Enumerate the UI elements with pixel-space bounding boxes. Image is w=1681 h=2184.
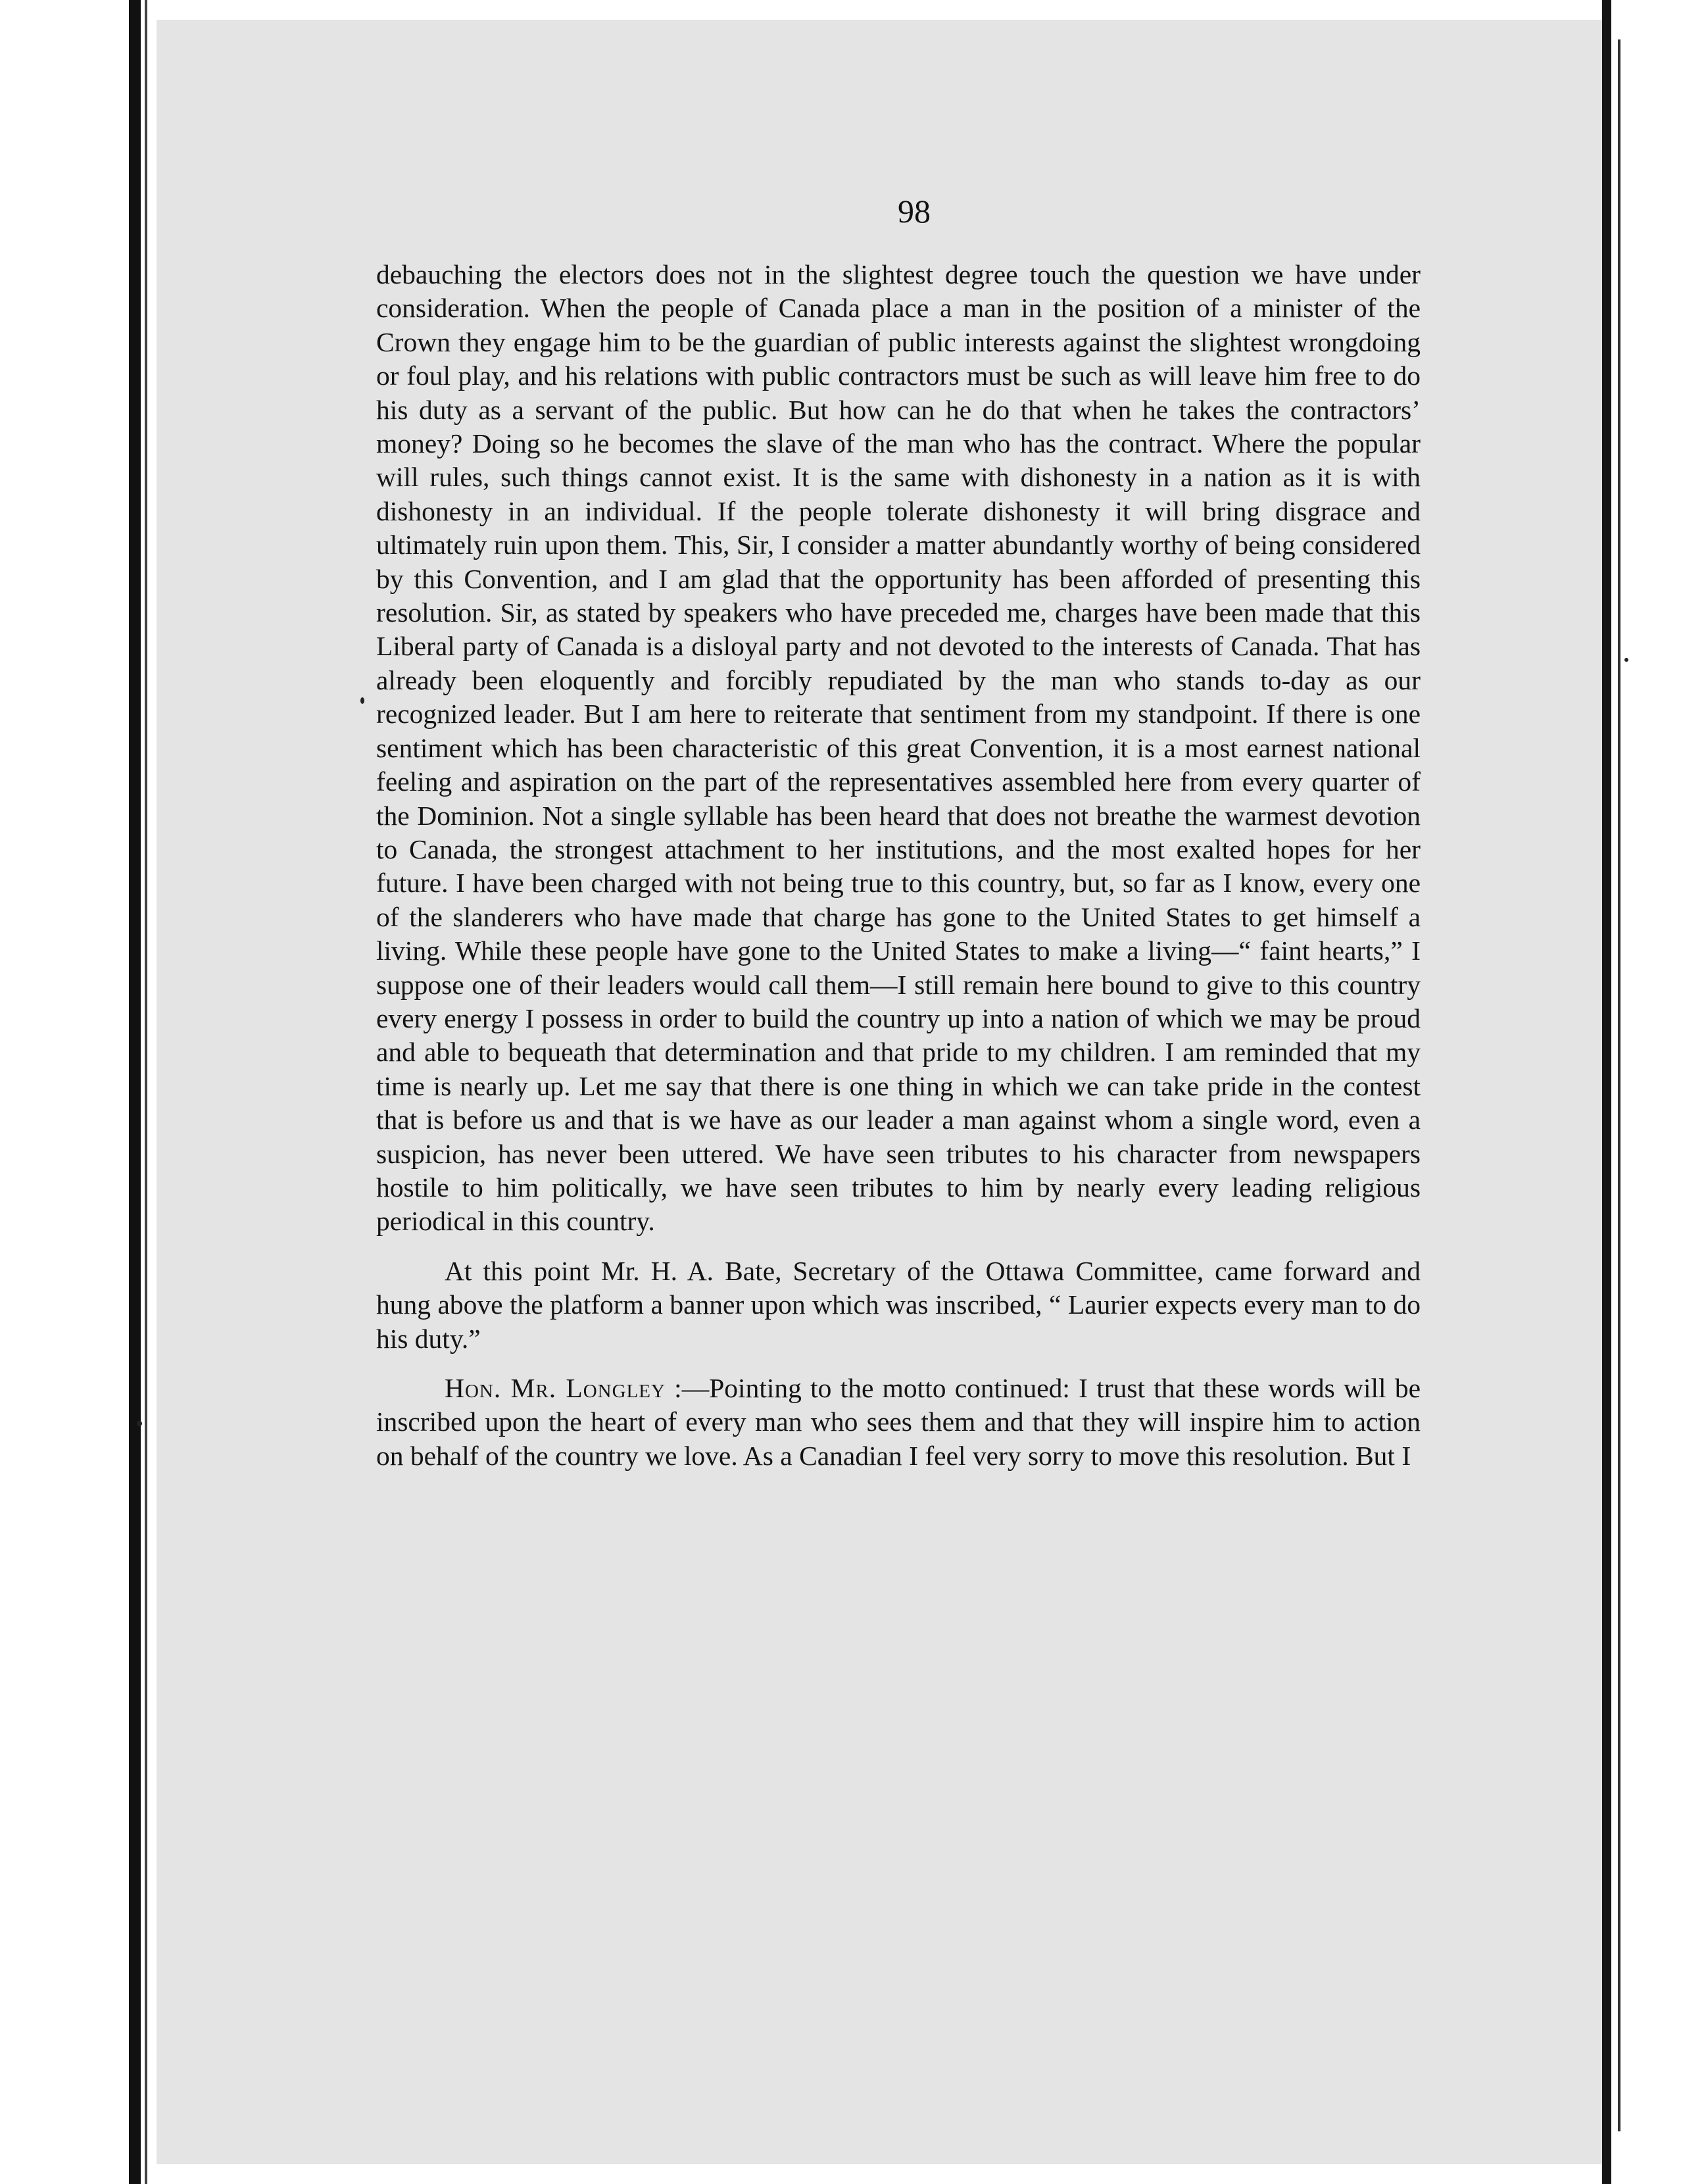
scan-speck [137, 1421, 142, 1426]
paragraph-longley [376, 1372, 1421, 1473]
left-page-edge [129, 0, 141, 2184]
page-number: 98 [898, 193, 931, 230]
scan-speck [360, 697, 364, 704]
paragraph-banner: At this point Mr. H. A. Bate, Secretary of the Ottawa Committee, came forward and hung above the platform a banner upon which was inscribed, “ Laurier expects every man to do his duty.” [376, 1255, 1421, 1354]
speaker-name: Hon. Mr. Longley [445, 1373, 666, 1403]
right-page-edge-thin [1618, 39, 1620, 2131]
left-page-edge-inner [145, 0, 147, 2184]
right-page-edge [1602, 0, 1611, 2184]
body-text [376, 258, 1421, 1473]
scan-speck [1624, 658, 1628, 662]
paragraph-speech: debauching the electors does not in the slightest degree touch the question we have under consideration. When the people of Canada place a man in the position of a minister of the Crown they engage him to be the guardian of public interests against the slightest wrongdoing or foul play, and his relations with public contractors must be such as will leave him free to do his duty as a servant of the public. But how can he do that when he takes the contractors’ money? Doing so he becomes the slave of the man who has the contract. Where the popular will rules, such things cannot exist. It is the same with dishonesty in a nation as it is with dishonesty in an individual. If the people tolerate dishonesty it will bring disgrace and ultimately ruin upon them. This, Sir, I consider a matter abundantly worthy of being considered by this Convention, and I am glad that the opportunity has been afforded of presenting this resolution. Sir, as stated by speakers who have preceded me, charges have been made that this Liberal party of Canada is a disloyal party and not devoted to the interests of Canada. That has already been eloquently and forcibly repudiated by the man who stands to-day as our recognized leader. But I am here to reiterate that sentiment from my standpoint. If there is one sentiment which has been characteristic of this great Convention, it is a most earnest national feeling and aspiration on the part of the representatives assembled here from every quarter of the Dominion. Not a single syllable has been heard that does not breathe the warmest devotion to Canada, the strongest attachment to her institutions, and the most exalted hopes for her future. I have been charged with not being true to this country, but, so far as I know, every one of the slanderers who have made that charge has gone to the United States to get himself a living. While these people have gone to the United States to make a living—“ faint hearts,” I suppose one of their leaders would call them—I still remain here bound to give to this country every energy I possess in order to build the country up into a nation of which we may be proud and able to bequeath that determination and that pride to my children. I am reminded that my time is nearly up. Let me say that there is one thing in which we can take pride in the contest that is before us and that is we have as our leader a man against whom a single word, even a suspicion, has never been uttered. We have seen tributes to his character from newspapers hostile to him politically, we have seen tributes to him by nearly every leading religious periodical in this country. [376, 259, 1421, 1237]
paragraph-longley-text: :—Pointing to the motto continued: I trust that these words will be inscribed upon the heart of every man who sees them and that they will inspire him to action on behalf of the country we love. As a Canadian I feel very sorry to move this resolution. But I [376, 1373, 1421, 1471]
